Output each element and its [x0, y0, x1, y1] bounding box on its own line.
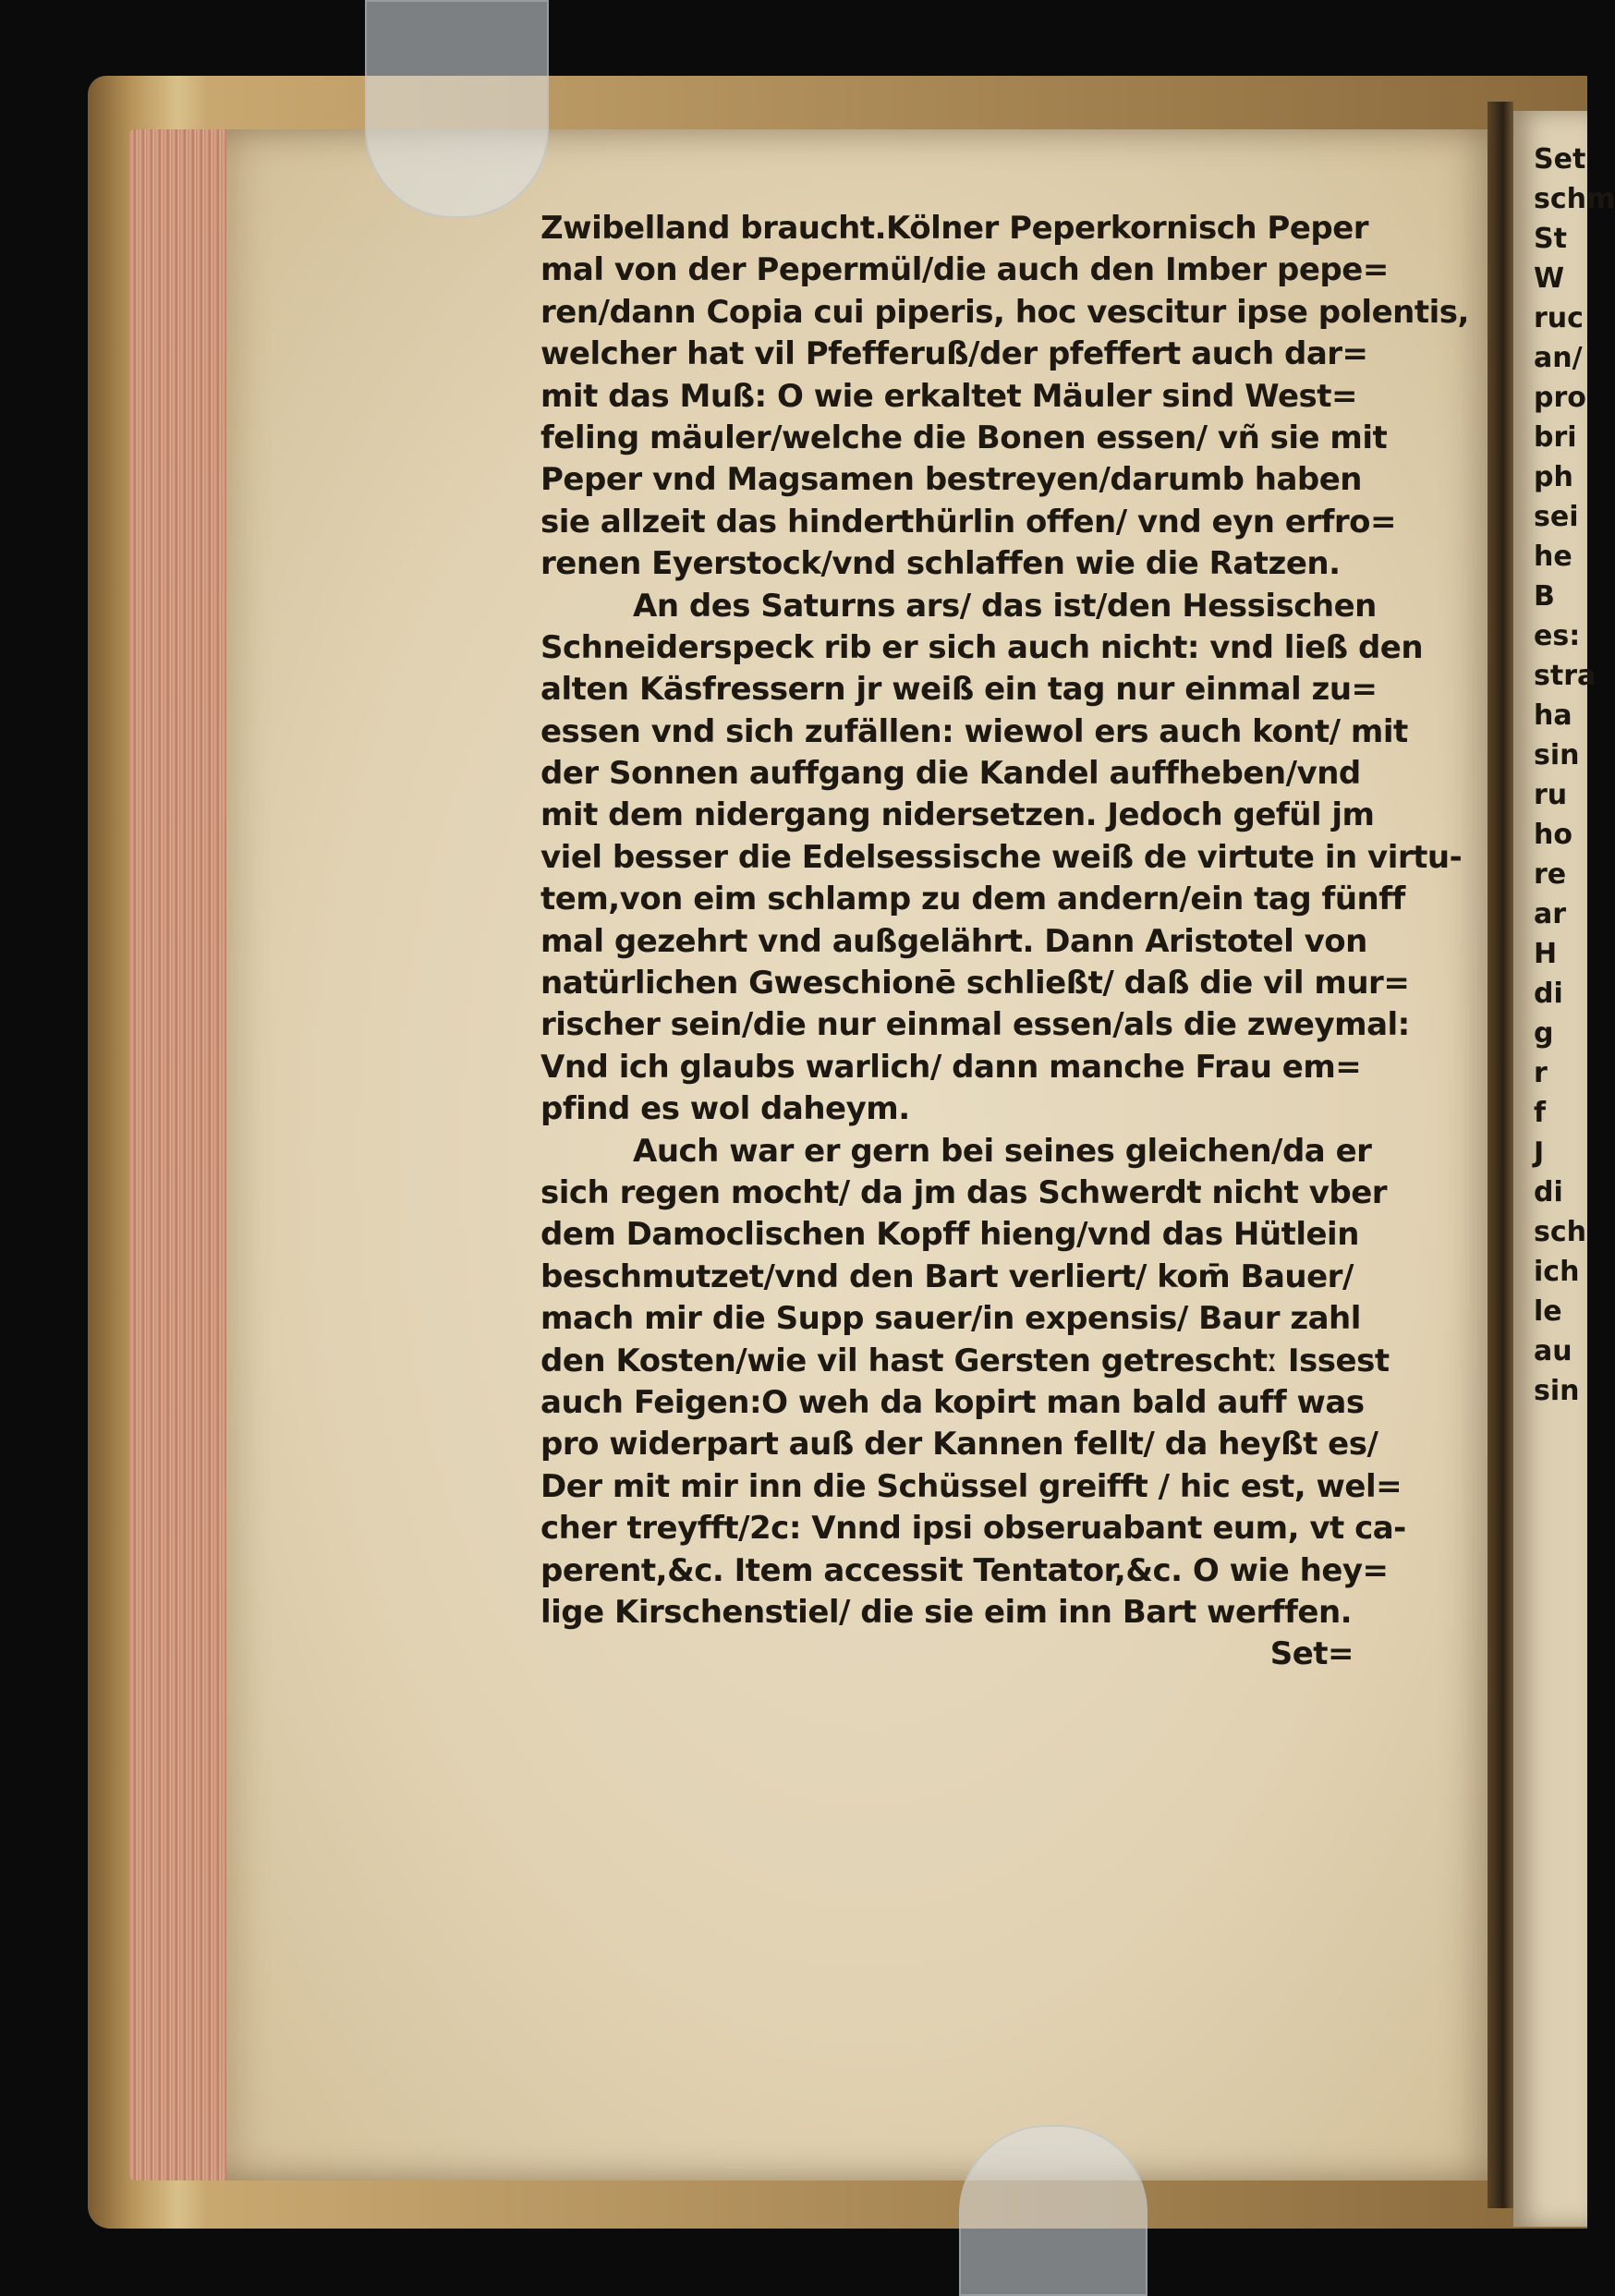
- text-line: Schneiderspeck rib er sich auch nicht: vnd ließ den: [540, 628, 1424, 666]
- text-line: renen Eyerstock/vnd schlaffen wie die Ratzen.: [540, 545, 1341, 583]
- next-page-fragment: Set: [1534, 143, 1586, 176]
- next-page-fragment: di: [1534, 1176, 1563, 1209]
- next-page-fragment: ru: [1534, 779, 1568, 811]
- text-line: cher treyfft/2c: Vnnd ipsi obseruabant eum, vt ca-: [540, 1510, 1406, 1548]
- text-line: pfind es wol daheym.: [540, 1090, 910, 1128]
- next-page-fragment: schm: [1534, 183, 1615, 215]
- text-line: natürlichen Gweschionē schließt/ daß die vil mur=: [540, 965, 1410, 1002]
- next-page-fragment: ar: [1534, 898, 1567, 930]
- text-line: feling mäuler/welche die Bonen essen/ vñ sie mit: [540, 419, 1388, 456]
- next-page-fragment: di: [1534, 978, 1563, 1010]
- text-line: tem,von eim schlamp zu dem andern/ein tag fünff: [540, 881, 1405, 918]
- next-page-fragment: r: [1534, 1057, 1548, 1089]
- text-line: essen vnd sich zufällen: wiewol ers auch kont/ mit: [540, 712, 1408, 750]
- next-page-fragment: B: [1534, 580, 1555, 613]
- next-page-fragment: sin: [1534, 1375, 1580, 1407]
- text-line: Zwibelland braucht.Kölner Peperkornisch Peper: [540, 210, 1369, 247]
- next-page-fragment: bri: [1534, 421, 1577, 454]
- next-page-fragment: St: [1534, 223, 1567, 255]
- next-page-fragment: he: [1534, 541, 1572, 573]
- text-line: auch Feigen:O weh da kopirt man bald auff was: [540, 1383, 1365, 1421]
- page-clip-bottom: [959, 2125, 1148, 2296]
- text-line: welcher hat vil Pfefferuß/der pfeffert auch dar=: [540, 335, 1368, 373]
- text-line: den Kosten/wie vil hast Gersten getreschtː Issest: [540, 1342, 1390, 1379]
- text-line: mal von der Pepermül/die auch den Imber pepe=: [540, 251, 1389, 289]
- text-line: perent,&c. Item accessit Tentator,&c. O wie hey=: [540, 1551, 1389, 1589]
- text-line: pro widerpart auß der Kannen fellt/ da heyßt es/: [540, 1426, 1378, 1464]
- text-line: Vnd ich glaubs warlich/ dann manche Frau em=: [540, 1048, 1362, 1086]
- next-page-fragment: ruc: [1534, 302, 1584, 334]
- text-line: dem Damoclischen Kopff hieng/vnd das Hütlein: [540, 1216, 1359, 1254]
- text-line: sich regen mocht/ da jm das Schwerdt nicht vber: [540, 1173, 1388, 1211]
- next-page-fragment: H: [1534, 938, 1558, 970]
- text-line: mit dem nidergang nidersetzen. Jedoch gefül jm: [540, 796, 1375, 834]
- text-line: Peper vnd Magsamen bestreyen/darumb haben: [540, 461, 1363, 499]
- text-line: sie allzeit das hinderthürlin offen/ vnd eyn erfro=: [540, 503, 1397, 541]
- text-line: rischer sein/die nur einmal essen/als die zweymal:: [540, 1006, 1410, 1044]
- text-line: lige Kirschenstiel/ die sie eim inn Bart werffen.: [540, 1593, 1353, 1631]
- next-page-fragment: sin: [1534, 739, 1580, 771]
- text-line: mit das Muß: O wie erkaltet Mäuler sind West=: [540, 377, 1357, 415]
- text-line: viel besser die Edelsessische weiß de virtute in virtu-: [540, 838, 1463, 876]
- next-page-fragment: au: [1534, 1335, 1572, 1367]
- page-text: [540, 208, 1469, 1676]
- book-gutter: [1488, 102, 1513, 2208]
- text-line: An des Saturns ars/ das ist/den Hessischen: [633, 587, 1377, 625]
- text-line: alten Käsfressern jr weiß ein tag nur einmal zu=: [540, 671, 1378, 709]
- text-line: mach mir die Supp sauer/in expensis/ Baur zahl: [540, 1300, 1361, 1338]
- next-page-fragment: le: [1534, 1295, 1562, 1328]
- next-page-fragment: sch: [1534, 1216, 1586, 1248]
- next-page-fragment: an/: [1534, 342, 1583, 374]
- text-line: Auch war er gern bei seines gleichen/da er: [633, 1132, 1372, 1170]
- next-page-fragment: ph: [1534, 461, 1573, 493]
- next-page-fragment: re: [1534, 858, 1567, 891]
- text-line: Der mit mir inn die Schüssel greifft / hic est, wel=: [540, 1467, 1402, 1505]
- next-page-fragment: J: [1534, 1136, 1545, 1169]
- page-edges: [129, 129, 236, 2181]
- text-line: der Sonnen auffgang die Kandel auffheben/vnd: [540, 755, 1361, 793]
- next-page-fragment: ich: [1534, 1256, 1580, 1288]
- text-line: beschmutzet/vnd den Bart verliert/ kom̄ Bauer/: [540, 1257, 1354, 1295]
- right-page-fragment: [1513, 111, 1615, 2227]
- next-page-fragment: W: [1534, 262, 1565, 295]
- page-clip-top: [365, 0, 549, 218]
- next-page-fragment: f: [1534, 1097, 1547, 1129]
- text-line: ren/dann Copia cui piperis, hoc vescitur ipse polentis,: [540, 293, 1469, 331]
- next-page-fragment: stra: [1534, 660, 1597, 692]
- catchword: Set=: [1269, 1635, 1354, 1673]
- next-page-fragment: ha: [1534, 699, 1572, 732]
- text-line: mal gezehrt vnd außgelährt. Dann Aristotel von: [540, 922, 1367, 960]
- next-page-fragment: sei: [1534, 501, 1579, 533]
- next-page-fragment: es:: [1534, 620, 1581, 652]
- next-page-fragment: g: [1534, 1017, 1554, 1050]
- next-page-fragment: ho: [1534, 819, 1572, 851]
- next-page-fragment: pro: [1534, 382, 1586, 414]
